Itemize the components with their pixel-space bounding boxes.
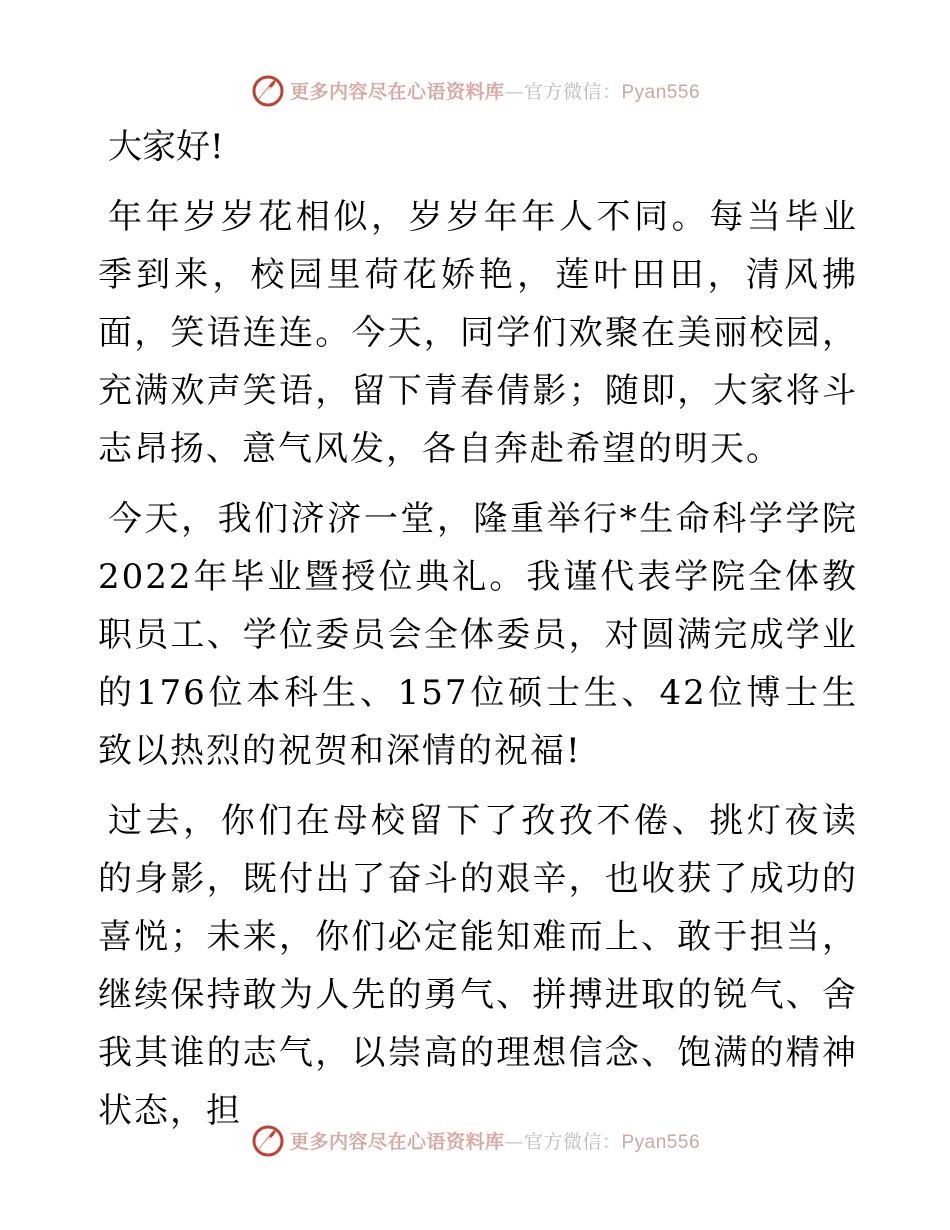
watermark-separator: — [504, 1130, 524, 1153]
footer-watermark [0, 1120, 950, 1160]
watermark-site-text: 更多内容尽在心语资料库 [289, 1130, 505, 1153]
watermark-text [290, 77, 700, 104]
watermark-wechat-id: Pyan556 [621, 1131, 701, 1153]
quill-logo-icon [250, 1122, 286, 1158]
document-body [98, 118, 858, 1152]
greeting: 大家好! [108, 127, 224, 167]
watermark-site-text: 更多内容尽在心语资料库 [289, 80, 505, 103]
paragraph-1: 年年岁岁花相似，岁岁年年人不同。每当毕业季到来，校园里荷花娇艳，莲叶田田，清风拂面，笑语连连。今天，同学们欢聚在美丽校园，充满欢声笑语，留下青春倩影；随即，大家将斗志昂扬、意气风发，各自奔赴希望的明天。 [98, 197, 858, 469]
watermark-separator: — [504, 80, 524, 103]
watermark-wechat-id: Pyan556 [621, 81, 701, 103]
watermark-official-label: 官方微信： [523, 80, 622, 103]
watermark-official-label: 官方微信： [523, 1130, 622, 1153]
quill-logo-icon [250, 72, 286, 108]
paragraph-2: 今天，我们济济一堂，隆重举行*生命科学学院2022年毕业暨授位典礼。我谨代表学院全体教职员工、学位委员会全体委员，对圆满完成学业的176位本科生、157位硕士生、42位博士生致以热烈的祝贺和深情的祝福! [98, 499, 858, 771]
paragraph-3: 过去，你们在母校留下了孜孜不倦、挑灯夜读的身影，既付出了奋斗的艰辛，也收获了成功的喜悦；未来，你们必定能知难而上、敢于担当，继续保持敢为人先的勇气、拼搏进取的锐气、舍我其谁的志气，以崇高的理想信念、饱满的精神状态，担 [98, 801, 858, 1131]
watermark-text [290, 1127, 700, 1154]
header-watermark [0, 70, 950, 110]
